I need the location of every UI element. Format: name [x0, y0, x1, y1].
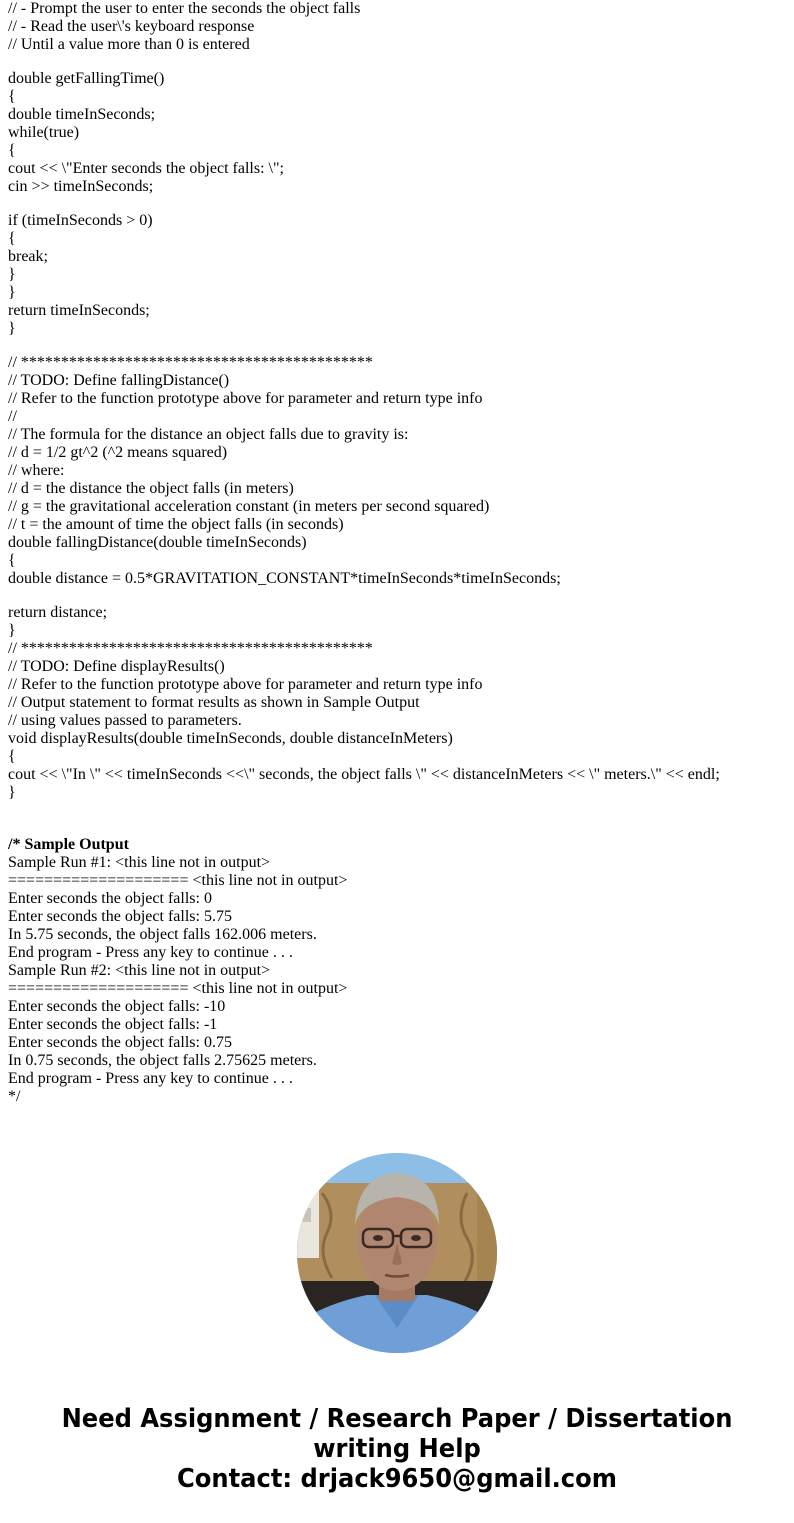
sample-output-line: ==================== <this line not in output> — [8, 872, 348, 889]
code-line: double getFallingTime() — [8, 70, 165, 87]
code-line: { — [8, 552, 16, 569]
code-line: // where: — [8, 462, 65, 479]
sample-output-line: Enter seconds the object falls: -10 — [8, 998, 226, 1015]
sample-output-line: In 5.75 seconds, the object falls 162.006 meters. — [8, 926, 317, 943]
code-line: // g = the gravitational acceleration constant (in meters per second squared) — [8, 498, 490, 515]
code-line: } — [8, 784, 16, 801]
code-line: // Refer to the function prototype above for parameter and return type info — [8, 390, 483, 407]
sample-output-line: */ — [8, 1088, 21, 1105]
code-line: } — [8, 622, 16, 639]
code-line: { — [8, 230, 16, 247]
sample-output-line: End program - Press any key to continue . . . — [8, 944, 293, 961]
code-line: // The formula for the distance an object falls due to gravity is: — [8, 426, 409, 443]
code-line: return distance; — [8, 604, 108, 621]
banner-headline: Need Assignment / Research Paper / Dissertation — [61, 1404, 733, 1434]
code-line: // d = 1/2 gt^2 (^2 means squared) — [8, 444, 228, 461]
code-line: break; — [8, 248, 48, 265]
blank-space — [8, 802, 794, 836]
code-block-validation-loop — [8, 212, 794, 338]
sample-output-line: Sample Run #1: <this line not in output> — [8, 854, 271, 871]
code-line: // ******************************************** — [8, 354, 373, 371]
code-line: // TODO: Define displayResults() — [8, 658, 225, 675]
code-line: // Refer to the function prototype above for parameter and return type info — [8, 676, 483, 693]
code-line: void displayResults(double timeInSeconds, double distanceInMeters) — [8, 730, 453, 747]
code-line: } — [8, 284, 16, 301]
profile-photo — [297, 1153, 497, 1353]
code-document — [8, 0, 794, 1106]
code-block-display-results — [8, 604, 794, 802]
sample-output-heading: /* Sample Output — [8, 836, 129, 853]
sample-output-block — [8, 836, 794, 1106]
code-line: { — [8, 748, 16, 765]
sample-output-line: Sample Run #2: <this line not in output> — [8, 962, 271, 979]
code-line: // ******************************************** — [8, 640, 373, 657]
code-line: // Output statement to format results as shown in Sample Output — [8, 694, 420, 711]
code-line: // — [8, 408, 17, 425]
portrait-image — [297, 1153, 497, 1353]
code-line: // d = the distance the object falls (in meters) — [8, 480, 294, 497]
code-line: double fallingDistance(double timeInSeconds) — [8, 534, 307, 551]
sample-output-line: Enter seconds the object falls: -1 — [8, 1016, 218, 1033]
banner-subheadline: writing Help — [313, 1434, 481, 1464]
code-line: } — [8, 320, 16, 337]
code-line: double distance = 0.5*GRAVITATION_CONSTANT*timeInSeconds*timeInSeconds; — [8, 570, 561, 587]
contact-email: Contact: drjack9650@gmail.com — [177, 1464, 617, 1494]
code-line: { — [8, 88, 16, 105]
code-line: cout << \"Enter seconds the object falls: \"; — [8, 160, 284, 177]
sample-output-line: In 0.75 seconds, the object falls 2.75625 meters. — [8, 1052, 317, 1069]
code-line: cout << \"In \" << timeInSeconds <<\" seconds, the object falls \" << distanceInMeters << \" meters.\" << endl; — [8, 766, 720, 783]
sample-output-line: End program - Press any key to continue . . . — [8, 1070, 293, 1087]
code-block-prompt-comments — [8, 0, 794, 54]
code-line: // Until a value more than 0 is entered — [8, 36, 250, 53]
code-line: return timeInSeconds; — [8, 302, 150, 319]
code-line: // - Prompt the user to enter the seconds the object falls — [8, 0, 361, 17]
code-block-get-falling-time — [8, 70, 794, 196]
contact-banner — [28, 1404, 766, 1494]
code-line: { — [8, 142, 16, 159]
code-line: // TODO: Define fallingDistance() — [8, 372, 230, 389]
code-line: } — [8, 266, 16, 283]
code-line: // - Read the user\'s keyboard response — [8, 18, 255, 35]
sample-output-line: Enter seconds the object falls: 0 — [8, 890, 212, 907]
code-line: double timeInSeconds; — [8, 106, 156, 123]
code-line: // t = the amount of time the object falls (in seconds) — [8, 516, 344, 533]
code-line: cin >> timeInSeconds; — [8, 178, 154, 195]
code-line: if (timeInSeconds > 0) — [8, 212, 153, 229]
code-block-falling-distance — [8, 354, 794, 588]
sample-output-line: Enter seconds the object falls: 0.75 — [8, 1034, 232, 1051]
code-line: // using values passed to parameters. — [8, 712, 242, 729]
sample-output-line: Enter seconds the object falls: 5.75 — [8, 908, 232, 925]
code-line: while(true) — [8, 124, 80, 141]
sample-output-line: ==================== <this line not in output> — [8, 980, 348, 997]
